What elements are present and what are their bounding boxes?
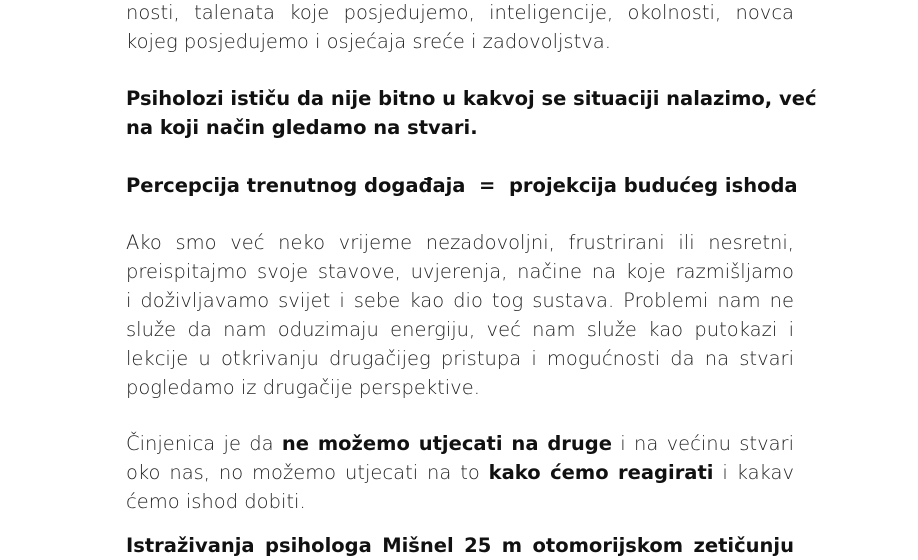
text-line: preispitajmo svoje stavove, uvjerenja, načine na koje razmišljamo <box>126 260 794 283</box>
text-line: na koji način gledamo na stvari. <box>126 116 478 139</box>
text-line: nosti, talenata koje posjedujemo, inteligencije, okolnosti, novca <box>126 1 794 24</box>
text-line: Psiholozi ističu da nije bitno u kakvoj se situaciji nalazimo, već <box>126 87 817 110</box>
text-run: i na većinu stvari <box>612 432 794 455</box>
equation-line <box>126 171 798 200</box>
text-line: pogledamo iz drugačije perspektive. <box>126 376 480 399</box>
text-line: ćemo ishod dobiti. <box>126 490 306 513</box>
text-line: lekcije u otkrivanju drugačijeg pristupa i mogućnosti da na stvari <box>126 347 794 370</box>
text-run: Činjenica je da <box>126 432 282 455</box>
equation-left: Percepcija trenutnog događaja <box>126 174 466 197</box>
text-line: kojeg posjedujemo i osjećaja sreće i zadovoljstva. <box>126 30 611 53</box>
paragraph-reflection <box>126 228 794 402</box>
equation-sign: = <box>479 174 496 197</box>
emphasis-text: ne možemo utjecati na druge <box>281 432 612 455</box>
paragraph-fact <box>126 429 794 516</box>
paragraph-equation <box>126 171 798 200</box>
text-line <box>126 429 794 458</box>
text-run: i kakav <box>713 461 794 484</box>
paragraph-intro-end <box>126 0 794 56</box>
text-line: i doživljavamo svijet i sebe kao dio tog sustava. Problemi nam ne <box>126 289 794 312</box>
text-line: Istraživanja psihologa Mišnel 25 m otomorijskom zetičunju <box>126 534 794 557</box>
paragraph-research-cutoff <box>126 531 794 560</box>
text-run: oko nas, no možemo utjecati na to <box>126 461 489 484</box>
equation-right: projekcija budućeg ishoda <box>508 174 798 197</box>
text-line: služe da nam oduzimaju energiju, već nam služe kao putokazi i <box>126 318 794 341</box>
emphasis-text: kako ćemo reagirati <box>488 461 714 484</box>
text-line: Ako smo već neko vrijeme nezadovoljni, frustrirani ili nesretni, <box>126 231 794 254</box>
paragraph-psychologists <box>126 84 817 142</box>
text-line <box>126 458 794 487</box>
